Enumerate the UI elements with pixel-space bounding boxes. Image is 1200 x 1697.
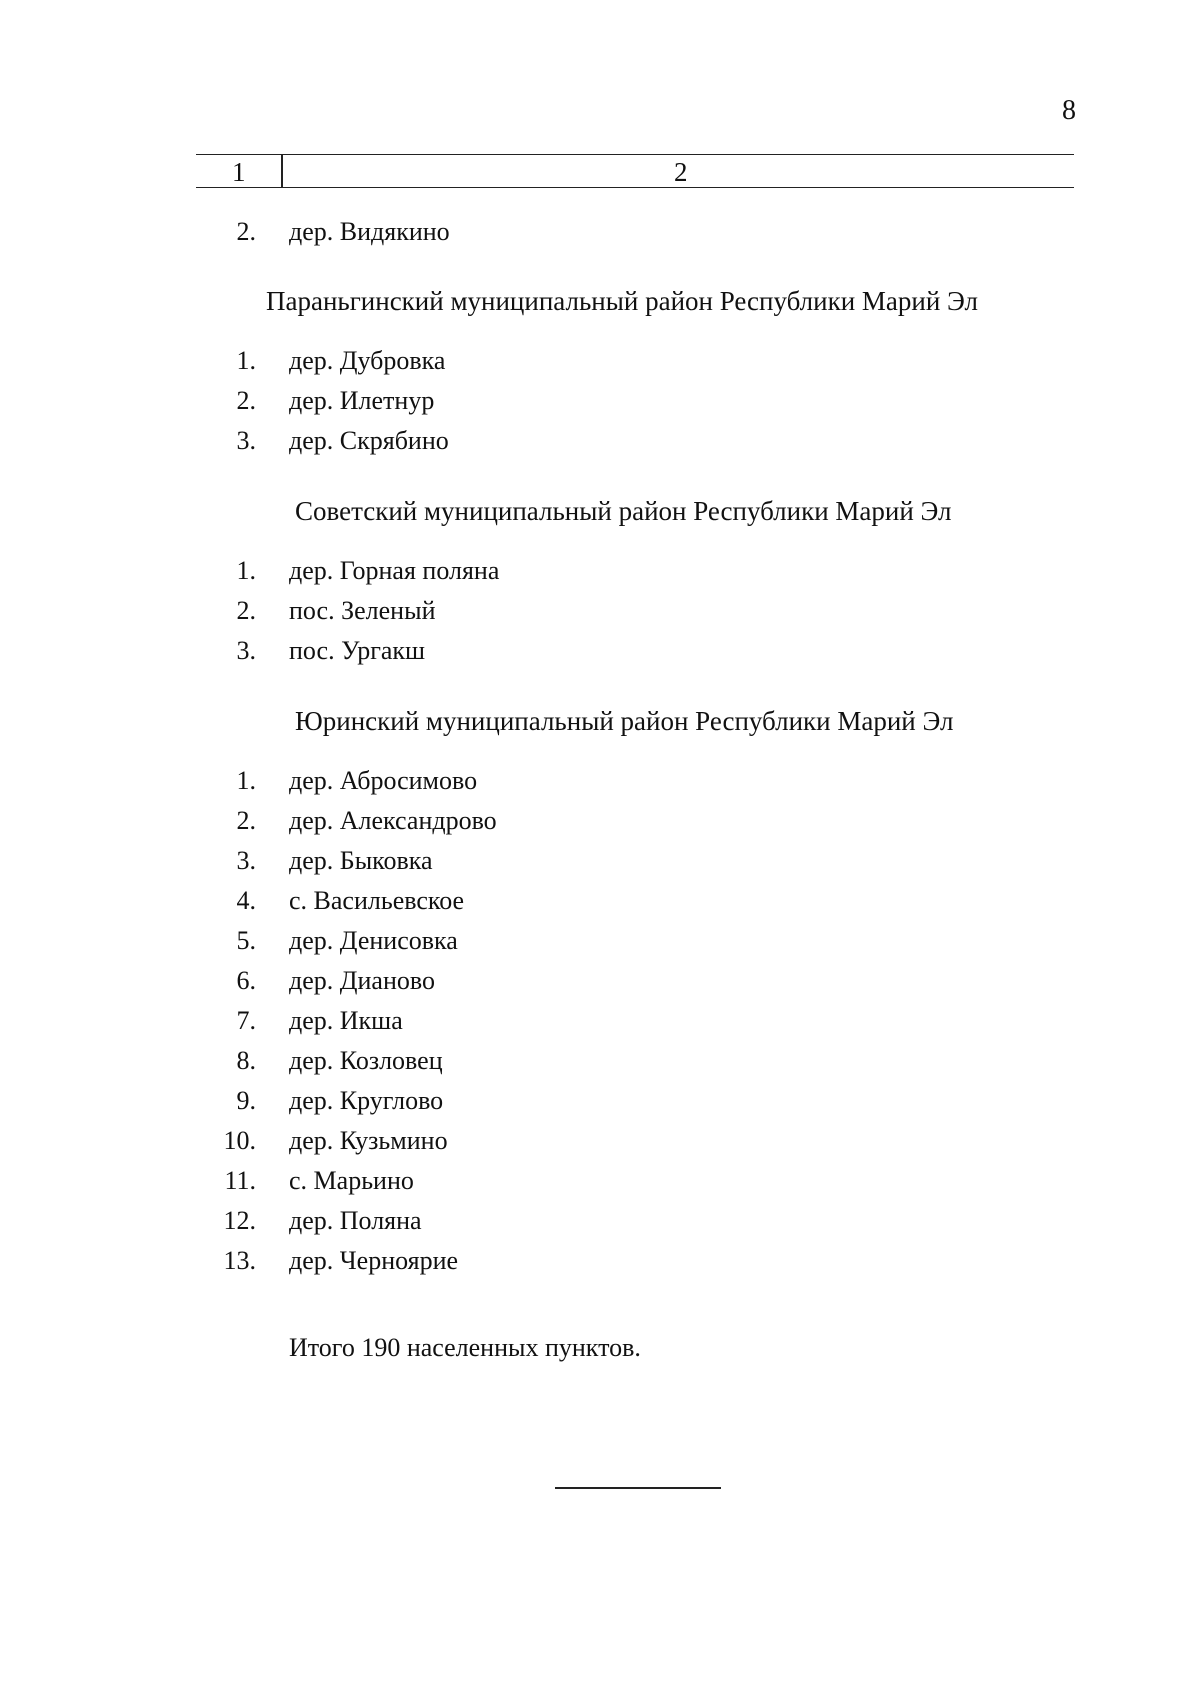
section-title: Юринский муниципальный район Республики Марий Эл <box>295 706 954 736</box>
table-header-top-rule <box>196 154 1074 155</box>
table-header-divider <box>281 154 283 188</box>
item-text: пос. Ургакш <box>289 636 426 665</box>
item-text: пос. Зеленый <box>289 596 436 625</box>
list-item <box>0 882 1200 920</box>
list-item <box>0 1202 1200 1240</box>
list-item <box>0 1162 1200 1200</box>
item-number: 2. <box>236 596 256 625</box>
item-text: дер. Горная поляна <box>289 556 500 585</box>
list-item <box>0 922 1200 960</box>
list-item <box>0 762 1200 800</box>
item-number: 13. <box>223 1246 256 1275</box>
item-text: дер. Видякино <box>289 217 450 246</box>
item-number: 1. <box>236 766 256 795</box>
item-number: 3. <box>236 636 256 665</box>
list-item <box>0 592 1200 630</box>
list-item <box>0 632 1200 670</box>
list-item <box>0 1242 1200 1280</box>
item-number: 2. <box>236 386 256 415</box>
total-summary: Итого 190 населенных пунктов. <box>289 1333 641 1362</box>
list-item <box>0 1042 1200 1080</box>
list-item <box>0 1002 1200 1040</box>
item-number: 1. <box>236 556 256 585</box>
item-number: 8. <box>236 1046 256 1075</box>
item-text: дер. Абросимово <box>289 766 478 795</box>
item-number: 1. <box>236 346 256 375</box>
item-number: 2. <box>236 806 256 835</box>
list-item <box>0 1122 1200 1160</box>
item-number: 4. <box>236 886 256 915</box>
item-number: 3. <box>236 846 256 875</box>
item-number: 10. <box>223 1126 256 1155</box>
table-header-bottom-rule <box>196 187 1074 188</box>
item-number: 3. <box>236 426 256 455</box>
item-number: 5. <box>236 926 256 955</box>
item-number: 11. <box>224 1166 256 1195</box>
section-title: Параньгинский муниципальный район Республики Марий Эл <box>266 286 978 316</box>
item-text: дер. Кузьмино <box>289 1126 448 1155</box>
list-item <box>0 342 1200 380</box>
list-item <box>0 382 1200 420</box>
item-number: 6. <box>236 966 256 995</box>
list-item <box>0 962 1200 1000</box>
item-text: дер. Дубровка <box>289 346 446 375</box>
section-title: Советский муниципальный район Республики Марий Эл <box>295 496 952 526</box>
item-text: дер. Поляна <box>289 1206 422 1235</box>
item-text: дер. Икша <box>289 1006 403 1035</box>
column-1-header: 1 <box>232 157 246 187</box>
item-number: 7. <box>236 1006 256 1035</box>
list-item <box>0 552 1200 590</box>
item-text: дер. Козловец <box>289 1046 443 1075</box>
end-rule <box>555 1487 721 1489</box>
item-text: дер. Александрово <box>289 806 497 835</box>
item-text: дер. Денисовка <box>289 926 458 955</box>
item-text: дер. Скрябино <box>289 426 449 455</box>
item-text: с. Васильевское <box>289 886 465 915</box>
item-text: дер. Круглово <box>289 1086 444 1115</box>
list-item <box>0 422 1200 460</box>
item-number: 12. <box>223 1206 256 1235</box>
item-text: дер. Черноярие <box>289 1246 459 1275</box>
list-item <box>0 842 1200 880</box>
item-text: дер. Дианово <box>289 966 435 995</box>
list-item <box>0 213 1200 251</box>
page-number: 8 <box>1062 95 1076 126</box>
item-number: 9. <box>236 1086 256 1115</box>
list-item <box>0 802 1200 840</box>
item-text: дер. Быковка <box>289 846 433 875</box>
list-item <box>0 1082 1200 1120</box>
item-number: 2. <box>236 217 256 246</box>
item-text: с. Марьино <box>289 1166 414 1195</box>
item-text: дер. Илетнур <box>289 386 435 415</box>
column-2-header: 2 <box>674 157 688 187</box>
